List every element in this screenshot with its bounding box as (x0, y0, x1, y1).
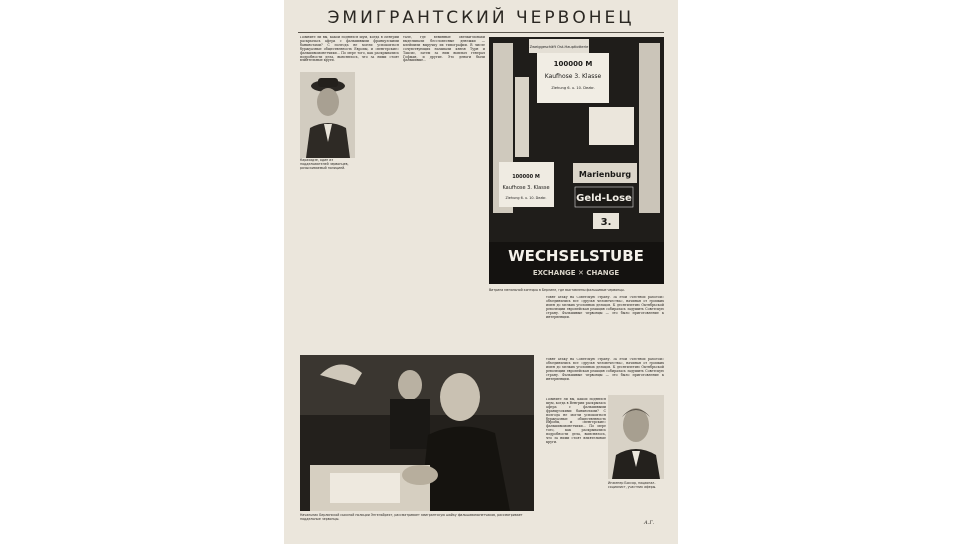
article-headline: ЭМИГРАНТСКИЙ ЧЕРВОНЕЦ (327, 8, 635, 28)
big-number-1: 100000 M (553, 60, 593, 68)
top-sign-text: Zweiggeschäft Ost-Hauptlotterie (529, 45, 589, 49)
geld-lose-sign: Geld-Lose (576, 193, 632, 204)
exchange-sign: EXCHANGE ✕ CHANGE (532, 269, 620, 277)
marienburg-sign: Marienburg (578, 170, 632, 179)
draw-date-1: Ziehung 6. u. 10. Dezbr. (551, 86, 595, 90)
lotto-sign-2: Kaufhose 3. Klasse (502, 185, 550, 191)
author-signature: А.Г. (644, 520, 655, 526)
headline-rule (298, 32, 664, 33)
magazine-page (284, 0, 678, 544)
article-column-3-continued: товят атаку на Советскую страну. За этой «честной работой» объединились все «друзья человечества», начиная от громких имен до мелких уголовных дельцов. К десятилетию Октябрьской революции европейская реакция собиралась задушить Советскую страну. Фальшивые червонцы — это было приготовление к интервенции. (546, 358, 664, 381)
article-column-4: Помните ли вы, какой поднялся шум, когда в Венгрии раскрылась афера с фальшивыми французскими банкнотами? С полгода не могли успокоиться буржуазные общественность Европы, и «венгерские» фальшивомонетчики... По мере того, как раскрывались подробности дела, выяснялось, что за ними стоят влиятельные круги. (546, 398, 606, 444)
draw-date-2: Ziehung 6. u. 10. Dezbr. (505, 196, 547, 200)
article-column-2: тале, где вевинные овечки-монахи выделывали бессловесные денежки — клеймили выручку их типографии. В числе сочувствующих называли князя Турн и Таксис, затем за ним выплыл генерал Гофман, и другие. Это деньги были фальшивые... (403, 36, 485, 63)
police-chief-photo (300, 355, 534, 511)
article-column-1: Помните ли вы, какой поднялся шум, когда в Венгрии раскрылась афера с фальшивыми французскими банкнотами? С полгода не могли успокоиться буржуазные общественность Европы, и «венгерские» фальшивомонетчики... По мере того, как раскрывались подробности дела, выяснялось, что за ними стоят влиятельные круги. (300, 36, 399, 63)
engineer-portrait-photo (608, 395, 664, 479)
shop-window-caption: Витрина меняльной конторы в Берлине, где выставлены фальшивые червонцы. (489, 288, 625, 292)
wechselstube-sign: WECHSELSTUBE (508, 247, 644, 265)
portrait-photo (300, 72, 355, 158)
shop-window-photo (489, 37, 664, 284)
number-3-sign: 3. (600, 217, 612, 228)
lotto-sign-1: Kaufhose 3. Klasse (544, 73, 602, 80)
article-column-3: товят атаку на Советскую страну. За этой «честной работой» объединились все «друзья человечества», начиная от громких имен до мелких уголовных дельцов. К десятилетию Октябрьской революции европейская реакция собиралась задушить Советскую страну. Фальшивые червонцы — это было приготовление к интервенции. (546, 296, 664, 319)
portrait-caption: Карахадзе, один из подделывателей червонцев, разыскиваемый полицией. (300, 158, 349, 170)
big-number-2: 100000 M (512, 174, 540, 180)
engineer-caption: Инженер Боссар, национал-социалист, участник аферы. (608, 481, 657, 489)
police-chief-caption: Начальник Берлинской сыскной полиции Энгельбрехт, рассматривает эмигрантскую шайку фальшивомонетчиков, рассматривает поддельные червонцы. (300, 513, 523, 521)
